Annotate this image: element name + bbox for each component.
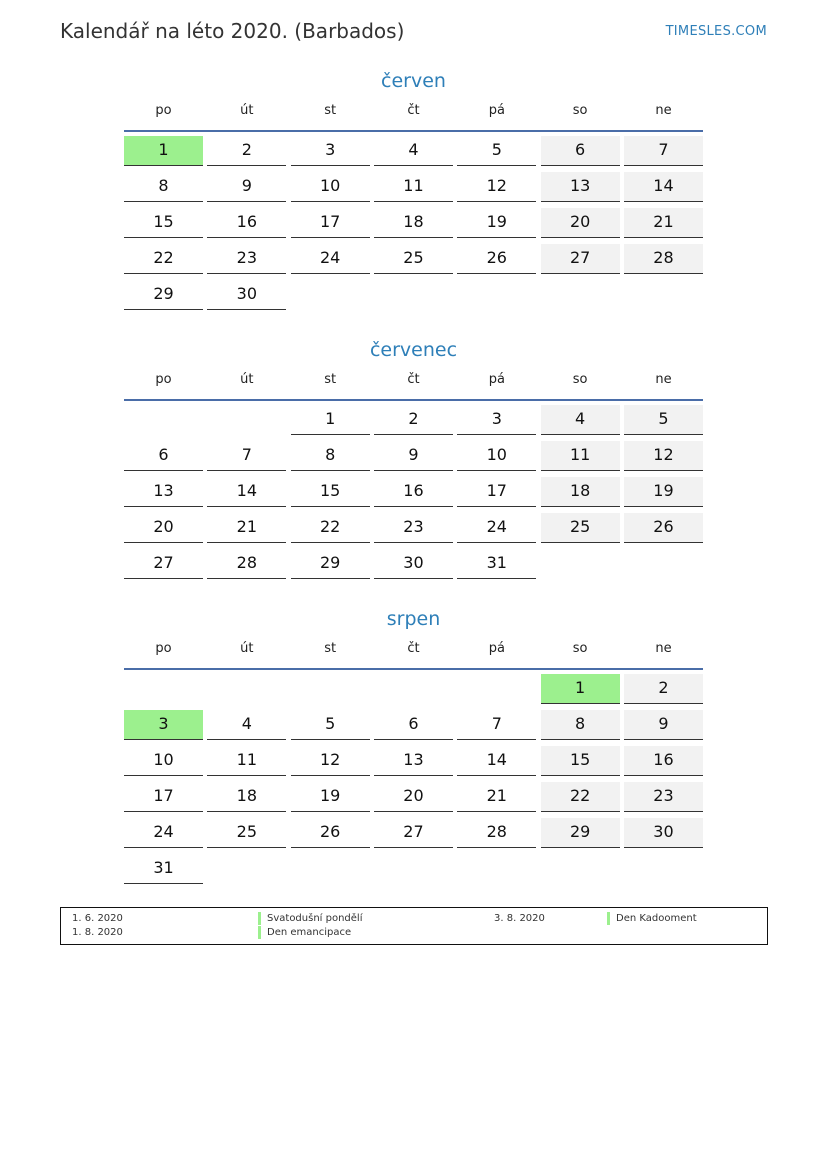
- day-cell: 16: [207, 208, 286, 238]
- day-cell: 14: [457, 746, 536, 776]
- day-grid: [124, 401, 703, 585]
- day-cell: 29: [124, 280, 203, 310]
- day-cell: 14: [207, 477, 286, 507]
- day-cell: 21: [207, 513, 286, 543]
- day-cell: 23: [624, 782, 703, 812]
- day-cell: 25: [207, 818, 286, 848]
- day-cell: 10: [291, 172, 370, 202]
- weekday-label: ne: [655, 372, 672, 387]
- day-cell: 15: [124, 208, 203, 238]
- legend-date: 3. 8. 2020: [494, 913, 545, 924]
- legend-date: 1. 6. 2020: [72, 913, 123, 924]
- day-cell: 27: [374, 818, 453, 848]
- day-cell: 7: [624, 136, 703, 166]
- day-cell: 31: [457, 549, 536, 579]
- day-cell: 8: [124, 172, 203, 202]
- day-cell: 8: [291, 441, 370, 471]
- day-cell: 15: [541, 746, 620, 776]
- legend-holiday-name: Svatodušní pondělí: [258, 912, 362, 925]
- day-cell: 21: [624, 208, 703, 238]
- day-cell: 7: [457, 710, 536, 740]
- day-cell-holiday: 3: [124, 710, 203, 740]
- page-title: Kalendář na léto 2020. (Barbados): [60, 19, 405, 43]
- day-cell: 17: [457, 477, 536, 507]
- day-cell: 20: [374, 782, 453, 812]
- empty-cell: [207, 405, 286, 441]
- day-cell: 25: [541, 513, 620, 543]
- day-cell: 11: [541, 441, 620, 471]
- day-cell: 19: [624, 477, 703, 507]
- day-cell: 18: [207, 782, 286, 812]
- day-grid: [124, 670, 703, 890]
- weekday-label: st: [324, 103, 337, 118]
- day-cell: 9: [207, 172, 286, 202]
- day-cell: 26: [457, 244, 536, 274]
- month-june: [124, 68, 703, 316]
- weekday-label: so: [572, 372, 588, 387]
- day-cell: 30: [207, 280, 286, 310]
- day-cell: 6: [541, 136, 620, 166]
- weekday-row: [124, 636, 703, 670]
- weekday-label: út: [240, 372, 254, 387]
- empty-cell: [124, 674, 203, 710]
- day-cell: 28: [457, 818, 536, 848]
- weekday-row: [124, 98, 703, 132]
- day-cell: 24: [124, 818, 203, 848]
- day-cell: 11: [374, 172, 453, 202]
- site-link[interactable]: TIMESLES.COM: [665, 24, 767, 39]
- day-cell: 2: [374, 405, 453, 435]
- empty-cell: [207, 674, 286, 710]
- day-cell: 22: [541, 782, 620, 812]
- day-cell: 13: [124, 477, 203, 507]
- day-cell: 17: [291, 208, 370, 238]
- weekday-label: ne: [655, 103, 672, 118]
- day-cell: 12: [624, 441, 703, 471]
- day-cell: 28: [624, 244, 703, 274]
- day-cell: 28: [207, 549, 286, 579]
- day-cell: 17: [124, 782, 203, 812]
- holiday-legend: [60, 907, 768, 945]
- day-cell: 15: [291, 477, 370, 507]
- day-cell: 5: [457, 136, 536, 166]
- day-cell: 24: [291, 244, 370, 274]
- empty-cell: [124, 405, 203, 441]
- day-cell: 19: [457, 208, 536, 238]
- day-cell: 27: [124, 549, 203, 579]
- weekday-label: čt: [407, 103, 420, 118]
- day-cell: 16: [374, 477, 453, 507]
- weekday-label: út: [240, 103, 254, 118]
- weekday-label: po: [155, 641, 172, 656]
- day-cell: 23: [374, 513, 453, 543]
- month-july: [124, 337, 703, 585]
- empty-cell: [291, 674, 370, 710]
- day-cell: 9: [624, 710, 703, 740]
- day-cell: 20: [124, 513, 203, 543]
- weekday-label: po: [155, 103, 172, 118]
- day-cell: 6: [124, 441, 203, 471]
- day-cell: 11: [207, 746, 286, 776]
- day-cell: 4: [374, 136, 453, 166]
- legend-holiday-name: Den Kadooment: [607, 912, 697, 925]
- day-cell: 10: [124, 746, 203, 776]
- day-cell: 14: [624, 172, 703, 202]
- weekday-label: čt: [407, 372, 420, 387]
- day-cell: 30: [624, 818, 703, 848]
- weekday-label: út: [240, 641, 254, 656]
- legend-date: 1. 8. 2020: [72, 927, 123, 938]
- day-cell: 3: [457, 405, 536, 435]
- day-cell: 18: [374, 208, 453, 238]
- day-cell: 2: [207, 136, 286, 166]
- day-cell: 12: [291, 746, 370, 776]
- day-cell: 3: [291, 136, 370, 166]
- day-cell: 4: [207, 710, 286, 740]
- day-cell: 31: [124, 854, 203, 884]
- day-cell: 29: [291, 549, 370, 579]
- day-cell: 7: [207, 441, 286, 471]
- day-cell: 30: [374, 549, 453, 579]
- day-cell: 16: [624, 746, 703, 776]
- day-cell: 9: [374, 441, 453, 471]
- month-name: srpen: [386, 608, 441, 630]
- weekday-label: ne: [655, 641, 672, 656]
- day-cell: 8: [541, 710, 620, 740]
- weekday-label: čt: [407, 641, 420, 656]
- weekday-label: so: [572, 641, 588, 656]
- day-cell: 21: [457, 782, 536, 812]
- day-grid: [124, 132, 703, 316]
- day-cell: 10: [457, 441, 536, 471]
- empty-cell: [457, 674, 536, 710]
- day-cell: 19: [291, 782, 370, 812]
- day-cell: 23: [207, 244, 286, 274]
- month-name: červenec: [369, 339, 458, 361]
- weekday-label: po: [155, 372, 172, 387]
- day-cell: 5: [624, 405, 703, 435]
- empty-cell: [374, 674, 453, 710]
- day-cell: 25: [374, 244, 453, 274]
- day-cell: 5: [291, 710, 370, 740]
- day-cell: 20: [541, 208, 620, 238]
- weekday-label: pá: [488, 641, 505, 656]
- weekday-label: pá: [488, 103, 505, 118]
- day-cell-holiday: 1: [124, 136, 203, 166]
- day-cell: 4: [541, 405, 620, 435]
- legend-holiday-name: Den emancipace: [258, 926, 351, 939]
- day-cell: 13: [374, 746, 453, 776]
- day-cell: 24: [457, 513, 536, 543]
- day-cell: 26: [624, 513, 703, 543]
- day-cell: 13: [541, 172, 620, 202]
- weekday-label: pá: [488, 372, 505, 387]
- day-cell: 22: [291, 513, 370, 543]
- month-august: [124, 606, 703, 890]
- day-cell: 26: [291, 818, 370, 848]
- day-cell: 22: [124, 244, 203, 274]
- weekday-row: [124, 367, 703, 401]
- day-cell: 18: [541, 477, 620, 507]
- weekday-label: so: [572, 103, 588, 118]
- weekday-label: st: [324, 641, 337, 656]
- day-cell: 12: [457, 172, 536, 202]
- weekday-label: st: [324, 372, 337, 387]
- day-cell-holiday: 1: [541, 674, 620, 704]
- day-cell: 6: [374, 710, 453, 740]
- day-cell: 29: [541, 818, 620, 848]
- day-cell: 2: [624, 674, 703, 704]
- day-cell: 1: [291, 405, 370, 435]
- month-name: červen: [381, 70, 446, 92]
- day-cell: 27: [541, 244, 620, 274]
